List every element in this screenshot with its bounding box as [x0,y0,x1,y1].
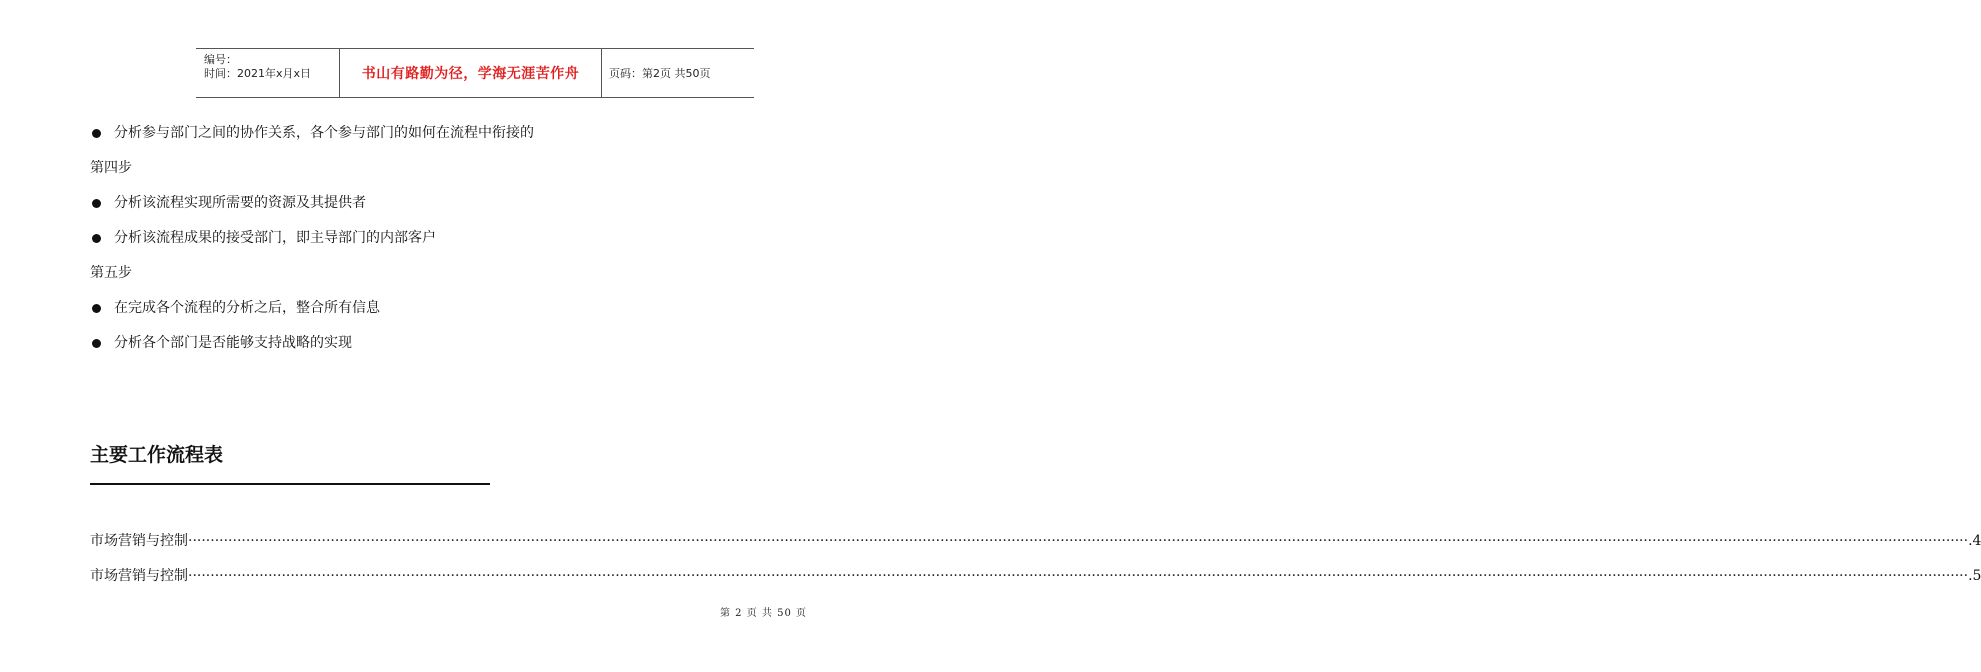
step-heading [90,157,890,179]
serial-label: 编号： [204,53,237,66]
time-label: 时间：2021年x月x日 [204,67,312,80]
header-motto: 书山有路勤为径，学海无涯苦作舟 [339,49,602,97]
toc-leader-dots: ················································································································································································································································································································································································································ [188,568,1969,584]
list-item-text: 分析该流程实现所需要的资源及其提供者 [114,195,366,211]
bullet-icon [92,304,101,313]
header-page-info: 页码：第2页 共50页 [609,67,711,80]
list-item-text: 在完成各个流程的分析之后，整合所有信息 [114,300,380,316]
document-body [90,122,890,367]
list-item-text: 分析各个部门是否能够支持战略的实现 [114,335,352,351]
list-item-text: 分析该流程成果的接受部门，即主导部门的内部客户 [114,230,436,246]
bullet-icon [92,339,101,348]
bullet-icon [92,234,101,243]
page-footer: 第 2 页 共 50 页 [720,608,807,619]
step-heading [90,262,890,284]
toc-entry-label: 市场营销与控制 [90,533,188,549]
toc-entry[interactable] [90,565,1981,587]
toc-leader-dots: ················································································································································································································································································································································································································ [188,533,1969,549]
list-item [90,332,890,354]
toc-entry[interactable] [90,530,1981,552]
list-item-text: 分析参与部门之间的协作关系，各个参与部门的如何在流程中衔接的 [114,125,534,141]
toc-entry-page: .5 [1968,568,1981,584]
step-heading-text: 第五步 [90,265,132,281]
bullet-icon [92,199,101,208]
bullet-icon [92,129,101,138]
list-item [90,297,890,319]
step-heading-text: 第四步 [90,160,132,176]
document-header [196,48,754,98]
list-item [90,122,890,144]
header-meta-cell [196,49,339,97]
section-title: 主要工作流程表 [90,444,224,466]
list-item [90,192,890,214]
section-divider [90,483,490,485]
toc-entry-label: 市场营销与控制 [90,568,188,584]
toc-entry-page: .4 [1968,533,1981,549]
list-item [90,227,890,249]
